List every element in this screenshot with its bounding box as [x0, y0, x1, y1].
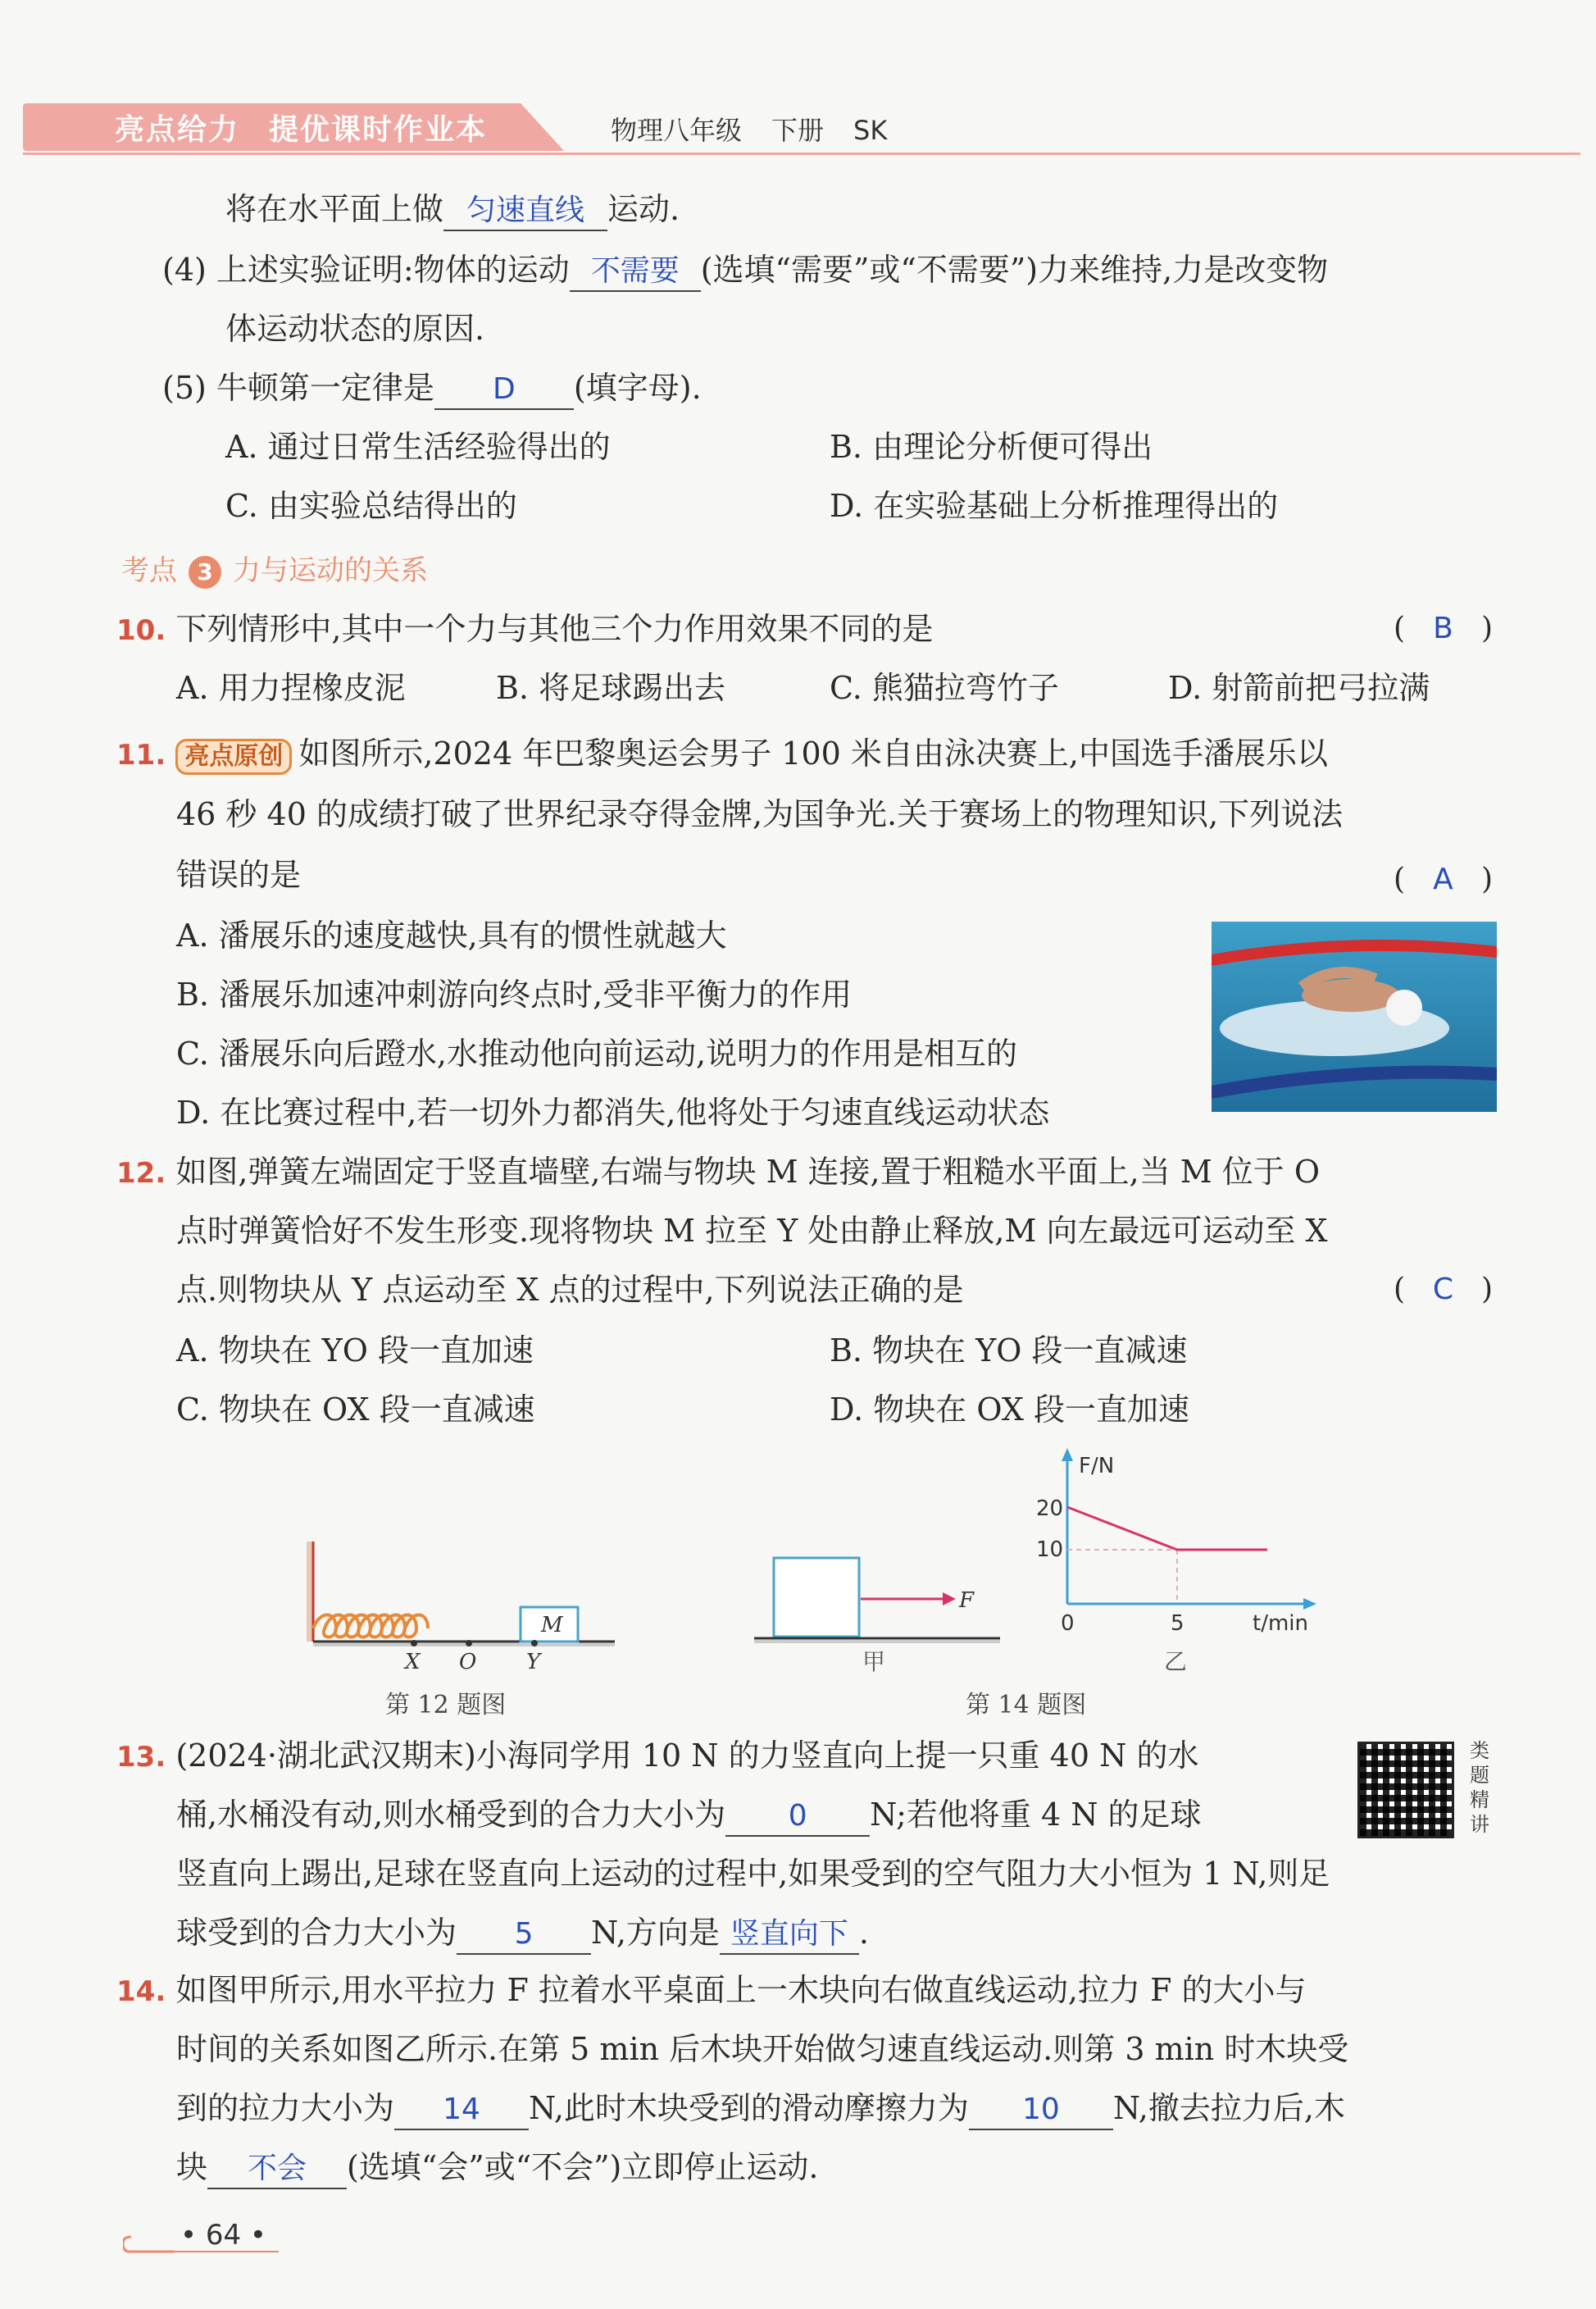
q11-opt-d: D. 在比赛过程中,若一切外力都消失,他将处于匀速直线运动状态 — [176, 1095, 1050, 1131]
volume: 下册 — [771, 115, 825, 146]
y-tick-20: 20 — [1036, 1496, 1064, 1521]
option-b: B. 由理论分析便可得出 — [830, 429, 1153, 465]
header-brand — [115, 107, 516, 148]
x-axis-label: t/min — [1253, 1611, 1308, 1636]
qr-label: 类题精讲 — [1470, 1739, 1489, 1836]
figure-14-caption: 第 14 题图 — [966, 1691, 1087, 1719]
header-rule — [23, 153, 1580, 155]
answer-blank: 0 — [725, 1797, 870, 1837]
line-2: (4) 上述实验证明:物体的运动 不需要 (选填“需要”或“不需要”)力来维持,力是改变物 — [162, 251, 1328, 292]
figure-12-caption: 第 12 题图 — [385, 1691, 507, 1719]
q11-opt-b: B. 潘展乐加速冲刺游向终点时,受非平衡力的作用 — [176, 977, 853, 1013]
q11-line-2: 46 秒 40 的成绩打破了世界纪录夺得金牌,为国争光.关于赛场上的物理知识,下列说法 — [176, 796, 1344, 832]
q14-line-1: 14. 如图甲所示,用水平拉力 F 拉着水平桌面上一木块向右做直线运动,拉力 F 的大小与 — [116, 1972, 1307, 2008]
x-tick-5: 5 — [1171, 1611, 1184, 1636]
q13-line-4: 球受到的合力大小为 5 N,方向是 竖直向下 . — [176, 1914, 869, 1955]
q13-line-1: 13. (2024·湖北武汉期末)小海同学用 10 N 的力竖直向上提一只重 40 N 的水 — [116, 1737, 1199, 1774]
answer-blank: 10 — [969, 2091, 1113, 2130]
q12-opt-d: D. 物块在 OX 段一直加速 — [830, 1391, 1189, 1428]
section-title: 力与运动的关系 — [233, 554, 428, 587]
section-prefix: 考点 — [121, 554, 177, 587]
q10-opt-b: B. 将足球踢出去 — [496, 670, 726, 706]
header-meta — [611, 110, 916, 148]
option-c: C. 由实验总结得出的 — [225, 488, 517, 524]
line-1: 将在水平面上做 匀速直线 运动. — [225, 190, 680, 231]
answer-blank: 匀速直线 — [443, 192, 607, 231]
figure-14-yi — [1025, 1448, 1328, 1678]
question-number: 14. — [116, 1975, 166, 2008]
book-title: 提优课时作业本 — [269, 113, 488, 147]
q11-opt-c: C. 潘展乐向后蹬水,水推动他向前运动,说明力的作用是相互的 — [176, 1036, 1018, 1072]
q12-opt-c: C. 物块在 OX 段一直减速 — [176, 1391, 535, 1428]
q12-opt-b: B. 物块在 YO 段一直减速 — [830, 1332, 1188, 1369]
figure-14-jia — [754, 1542, 1008, 1673]
question-number: 10. — [116, 614, 166, 647]
q10-stem: 10. 下列情形中,其中一个力与其他三个力作用效果不同的是 — [116, 611, 934, 647]
q12-answer: ( C ) — [1394, 1273, 1493, 1306]
brand-name: 亮点给力 — [115, 113, 240, 147]
answer-blank: 不需要 — [570, 253, 701, 292]
q12-opt-a: A. 物块在 YO 段一直加速 — [176, 1332, 534, 1369]
q11-line-3: 错误的是 — [176, 857, 302, 893]
q10-opt-d: D. 射箭前把弓拉满 — [1168, 670, 1430, 706]
original-badge: 亮点原创 — [175, 739, 292, 775]
q12-line-1: 12. 如图,弹簧左端固定于竖直墙壁,右端与物块 M 连接,置于粗糙水平面上,当 M 位于 O — [116, 1154, 1321, 1190]
q13-line-3: 竖直向上踢出,足球在竖直向上运动的过程中,如果受到的空气阻力大小恒为 1 N,则足 — [176, 1856, 1330, 1892]
force-time-line — [1067, 1507, 1267, 1550]
point-y-label: Y — [526, 1650, 541, 1673]
q11-answer: ( A ) — [1394, 863, 1493, 896]
line-4: (5) 牛顿第一定律是 D (填字母). — [162, 369, 702, 410]
line-3: 体运动状态的原因. — [225, 311, 485, 347]
y-tick-10: 10 — [1036, 1537, 1064, 1562]
q11-opt-a: A. 潘展乐的速度越快,具有的惯性就越大 — [176, 918, 727, 954]
q13-line-2: 桶,水桶没有动,则水桶受到的合力大小为 0 N;若他将重 4 N 的足球 — [176, 1796, 1202, 1837]
option-a: A. 通过日常生活经验得出的 — [225, 429, 611, 465]
q12-line-2: 点时弹簧恰好不发生形变.现将物块 M 拉至 Y 处由静止释放,M 向左最远可运动至 X — [176, 1213, 1328, 1249]
q12-line-3: 点.则物块从 Y 点运动至 X 点的过程中,下列说法正确的是 — [176, 1272, 964, 1308]
edition: SK — [853, 115, 888, 146]
point-o-label: O — [459, 1650, 477, 1673]
jia-label: 甲 — [862, 1648, 886, 1673]
yi-label: 乙 — [1164, 1648, 1188, 1675]
answer-blank: 14 — [394, 2091, 529, 2130]
q14-line-4: 块 不会 (选填“会”或“不会”)立即停止运动. — [176, 2148, 818, 2189]
question-number: 12. — [116, 1157, 166, 1190]
section-number: 3 — [189, 556, 221, 589]
page-number: • 64 • — [180, 2219, 266, 2252]
answer-blank: 竖直向下 — [720, 1915, 859, 1955]
figure-12 — [295, 1542, 623, 1673]
question-number: 11. — [116, 739, 166, 772]
q10-opt-a: A. 用力捏橡皮泥 — [176, 670, 406, 706]
swimmer-photo — [1212, 922, 1497, 1112]
q14-line-2: 时间的关系如图乙所示.在第 5 min 后木块开始做匀速直线运动.则第 3 min 时木块受 — [176, 2031, 1349, 2067]
question-number: 13. — [116, 1741, 166, 1774]
point-x-label: X — [405, 1650, 421, 1673]
answer-blank: 5 — [457, 1915, 591, 1955]
section-heading — [121, 548, 428, 589]
q14-line-3: 到的拉力大小为 14 N,此时木块受到的滑动摩擦力为 10 N,撤去拉力后,木 — [176, 2089, 1345, 2130]
force-label: F — [959, 1588, 975, 1613]
q10-opt-c: C. 熊猫拉弯竹子 — [830, 670, 1059, 706]
block-label: M — [541, 1613, 563, 1637]
subject: 物理八年级 — [611, 115, 743, 146]
q11-line-1: 11. 亮点原创 如图所示,2024 年巴黎奥运会男子 100 米自由泳决赛上,中国选手潘展乐以 — [116, 735, 1328, 775]
q10-answer: ( B ) — [1394, 612, 1493, 645]
answer-blank: D — [434, 371, 574, 410]
qr-code[interactable] — [1357, 1742, 1454, 1838]
option-d: D. 在实验基础上分析推理得出的 — [830, 488, 1279, 524]
x-tick-0: 0 — [1061, 1611, 1075, 1636]
answer-blank: 不会 — [207, 2150, 347, 2189]
y-axis-label: F/N — [1079, 1454, 1115, 1478]
